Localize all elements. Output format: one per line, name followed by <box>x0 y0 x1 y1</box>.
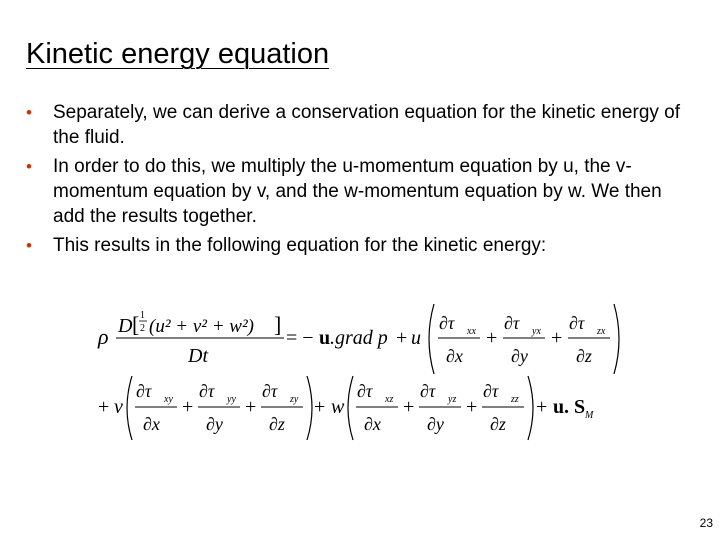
source-subscript-M: M <box>585 410 594 421</box>
partial-x: ∂x <box>446 346 463 366</box>
partial-tau-xz: ∂τ <box>357 381 373 401</box>
factor-u: u <box>411 327 421 349</box>
bullet-marker: • <box>26 236 32 255</box>
partial-z: ∂z <box>576 346 592 366</box>
partial-y: ∂y <box>511 346 528 366</box>
right-bracket: ] <box>274 312 282 337</box>
half-denominator: 2 <box>140 323 145 334</box>
kinetic-energy-equation <box>96 296 636 442</box>
partial-y: ∂y <box>206 414 223 434</box>
left-paren-w <box>348 376 353 440</box>
plus-sign: + <box>551 327 563 349</box>
partial-tau-yy: ∂τ <box>199 381 215 401</box>
plus-sign: + <box>486 327 498 349</box>
source-velocity-u: u <box>553 396 565 418</box>
sub-zx: zx <box>597 326 606 337</box>
bullet-item <box>26 233 696 258</box>
right-paren-v <box>307 376 312 440</box>
equation-row-1 <box>97 304 619 374</box>
page-number: 23 <box>699 516 713 530</box>
sub-xz: xz <box>385 394 394 405</box>
plus-sign: + <box>403 396 415 418</box>
equation-row-2 <box>98 376 594 440</box>
half-numerator: 1 <box>140 310 145 321</box>
bullet-text: This results in the following equation for the kinetic energy: <box>53 235 547 256</box>
partial-z: ∂z <box>490 414 506 434</box>
partial-tau-xx: ∂τ <box>439 313 455 333</box>
plus-sign: + <box>536 396 548 418</box>
partial-y: ∂y <box>427 414 444 434</box>
bullet-item <box>26 100 696 150</box>
factor-w: w <box>331 396 345 418</box>
right-paren-row1 <box>614 304 619 374</box>
factor-v: v <box>114 396 123 418</box>
right-paren-w <box>528 376 533 440</box>
source-term-S: . S <box>564 396 586 418</box>
bullet-item <box>26 154 696 229</box>
partial-tau-zy: ∂τ <box>262 381 278 401</box>
slide-title: Kinetic energy equation <box>26 38 330 70</box>
partial-tau-xy: ∂τ <box>136 381 152 401</box>
bullet-list <box>26 100 696 262</box>
sub-yy: yy <box>227 394 236 405</box>
plus-sign: + <box>245 396 257 418</box>
sub-xy: xy <box>164 394 173 405</box>
sub-yz: yz <box>448 394 457 405</box>
kinetic-terms: (u² + v² + w²) <box>149 316 254 337</box>
material-derivative-D: D <box>118 315 133 337</box>
sub-xx: xx <box>467 326 476 337</box>
dt-denominator: Dt <box>188 345 208 367</box>
rho-symbol: ρ <box>98 324 109 349</box>
plus-sign: + <box>466 396 478 418</box>
plus-sign: + <box>98 396 110 418</box>
left-paren-v <box>127 376 132 440</box>
left-paren-row1 <box>429 304 434 374</box>
partial-x: ∂x <box>143 414 160 434</box>
partial-z: ∂z <box>269 414 285 434</box>
bullet-marker: • <box>26 103 32 122</box>
partial-tau-zz: ∂τ <box>483 381 499 401</box>
bullet-text: Separately, we can derive a conservation equation for the kinetic energy of the fluid. <box>53 102 681 148</box>
partial-tau-yx: ∂τ <box>504 313 520 333</box>
sub-zy: zy <box>290 394 299 405</box>
sub-zz: zz <box>511 394 519 405</box>
sub-yx: yx <box>532 326 541 337</box>
grad-p: .grad p <box>330 327 388 349</box>
partial-x: ∂x <box>364 414 381 434</box>
plus-sign: + <box>314 396 326 418</box>
equals-minus: = − <box>286 327 314 349</box>
partial-tau-yz: ∂τ <box>420 381 436 401</box>
velocity-vector-u: u <box>319 327 331 349</box>
plus-sign: + <box>396 327 408 349</box>
partial-tau-zx: ∂τ <box>569 313 585 333</box>
plus-sign: + <box>182 396 194 418</box>
left-bracket: [ <box>132 312 140 337</box>
bullet-marker: • <box>26 157 32 176</box>
bullet-text: In order to do this, we multiply the u-momentum equation by u, the v-momentum equation by v, and the w-momentum equation by w. We then add the results together. <box>53 156 662 227</box>
